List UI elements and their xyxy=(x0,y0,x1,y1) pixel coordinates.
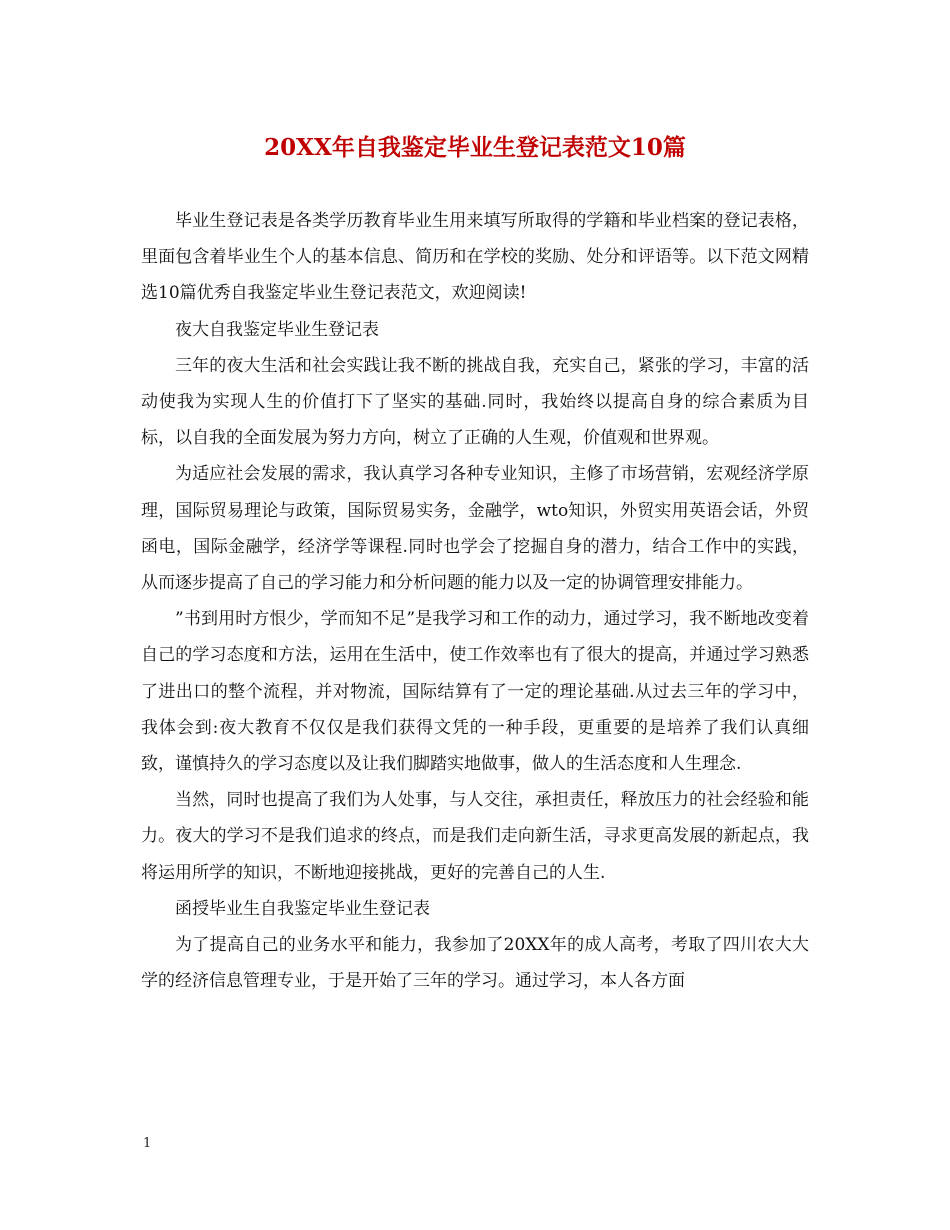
body-paragraph: 为适应社会发展的需求，我认真学习各种专业知识，主修了市场营销，宏观经济学原理，国际贸易理论与政策，国际贸易实务，金融学，wto知识，外贸实用英语会话，外贸函电，国际金融学，经济学等课程.同时也学会了挖掘自身的潜力，结合工作中的实践，从而逐步提高了自己的学习能力和分析问题的能力以及一定的协调管理安排能力。 xyxy=(141,464,809,594)
body-paragraph: 三年的夜大生活和社会实践让我不断的挑战自我，充实自己，紧张的学习，丰富的活动使我为实现人生的价值打下了坚实的基础.同时，我始终以提高自身的综合素质为目标，以自我的全面发展为努力方向，树立了正确的人生观，价值观和世界观。 xyxy=(141,355,809,449)
body-paragraph: 为了提高自己的业务水平和能力，我参加了20XX年的成人高考，考取了四川农大大学的经济信息管理专业，于是开始了三年的学习。通过学习，本人各方面 xyxy=(141,935,809,992)
document-body xyxy=(141,203,809,999)
body-paragraph: ”书到用时方恨少，学而知不足”是我学习和工作的动力，通过学习，我不断地改变着自己的学习态度和方法，运用在生活中，使工作效率也有了很大的提高，并通过学习熟悉了进出口的整个流程，并对物流，国际结算有了一定的理论基础.从过去三年的学习中，我体会到:夜大教育不仅仅是我们获得文凭的一种手段，更重要的是培养了我们认真细致，谨慎持久的学习态度以及让我们脚踏实地做事，做人的生活态度和人生理念. xyxy=(141,609,809,775)
document-title: 20XX年自我鉴定毕业生登记表范文10篇 xyxy=(264,134,686,161)
body-paragraph: 当然，同时也提高了我们为人处事，与人交往，承担责任，释放压力的社会经验和能力。夜大的学习不是我们追求的终点，而是我们走向新生活，寻求更高发展的新起点，我将运用所学的知识，不断地迎接挑战，更好的完善自己的人生. xyxy=(141,790,809,883)
section-heading-night-school: 夜大自我鉴定毕业生登记表 xyxy=(175,319,379,340)
page-number: 1 xyxy=(143,1136,152,1151)
intro-paragraph: 毕业生登记表是各类学历教育毕业生用来填写所取得的学籍和毕业档案的登记表格，里面包含着毕业生个人的基本信息、简历和在学校的奖励、处分和评语等。以下范文网精选10篇优秀自我鉴定毕业生登记表范文，欢迎阅读! xyxy=(141,211,809,304)
section-heading-correspondence: 函授毕业生自我鉴定毕业生登记表 xyxy=(175,898,430,919)
